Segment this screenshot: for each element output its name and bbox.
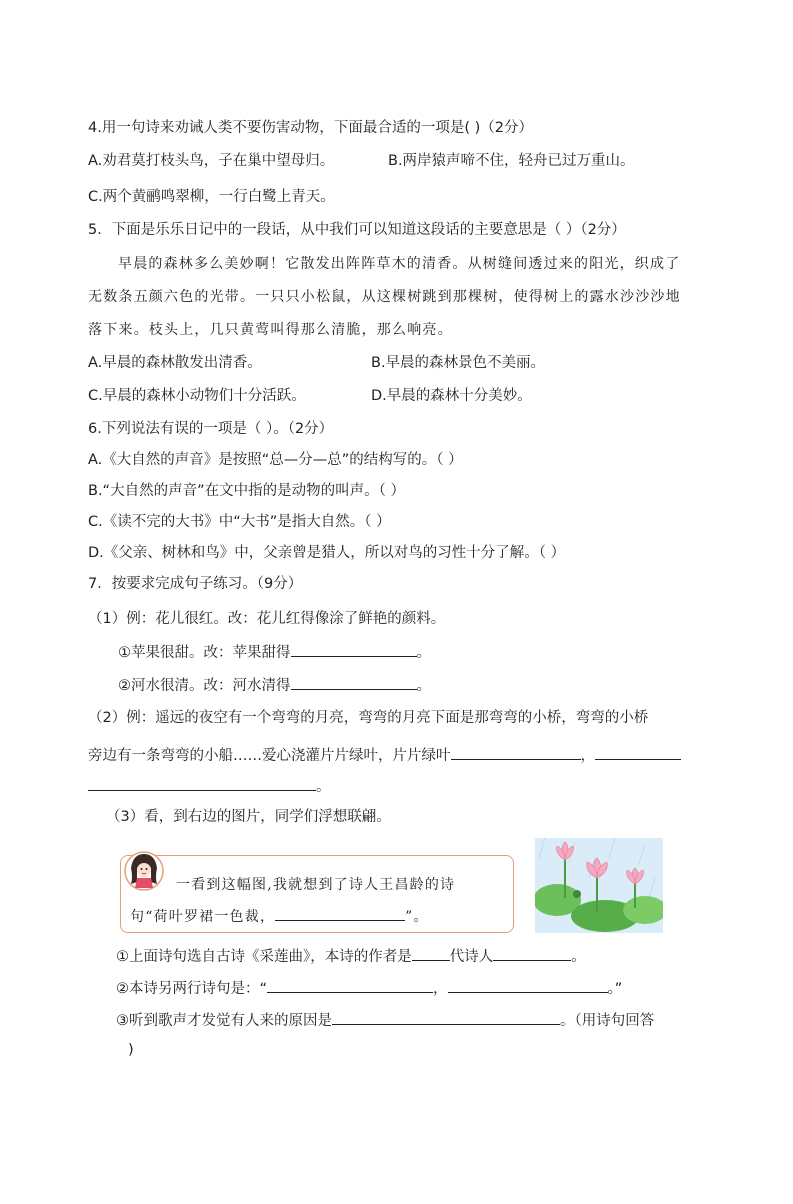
answer-blank[interactable] [291, 642, 417, 657]
q7-part3-item2 [116, 978, 622, 999]
comma: ， [580, 748, 595, 764]
answer-blank[interactable] [275, 906, 405, 921]
q7-part3-intro: （3）看，到右边的图片，同学们浮想联翩。 [106, 809, 391, 825]
bubble-text-line-2a: 句“荷叶罗裙一色裁， [130, 909, 276, 925]
answer-blank[interactable] [595, 745, 681, 760]
answer-blank[interactable] [412, 946, 450, 961]
q5-stem: 5．下面是乐乐日记中的一段话，从中我们可以知道这段话的主要意思是（ ）（2分） [88, 222, 626, 238]
q6-option-b: B.“大自然的声音”在文中指的是动物的叫声。（ ） [88, 483, 405, 499]
answer-blank[interactable] [451, 745, 581, 760]
q4-option-a: A.劝君莫打枝头鸟，子在巢中望母归。 [88, 153, 335, 169]
q7-part3-item1-text-a: ①上面诗句选自古诗《采莲曲》，本诗的作者是 [116, 949, 412, 965]
q7-part3-item3 [116, 1010, 654, 1031]
period: 。 [316, 779, 331, 795]
q5-option-d: D.早晨的森林十分美妙。 [371, 388, 532, 404]
bubble-text-line-2b: ”。 [405, 909, 429, 925]
q7-stem: 7．按要求完成句子练习。（9分） [88, 576, 303, 592]
bubble-text-line-1: 一看到这幅图,我就想到了诗人王昌龄的诗 [176, 877, 456, 893]
q7-part3-item3-text-a: ③听到歌声才发觉有人来的原因是 [116, 1013, 332, 1029]
q5-passage-line-2: 无数条五颜六色的光带。一只只小松鼠，从这棵树跳到那棵树，使得树上的露水沙沙沙地 [88, 289, 681, 305]
q7-part2-line3 [88, 776, 331, 797]
q7-part2-line2-text: 旁边有一条弯弯的小船……爱心浇灌片片绿叶，片片绿叶 [88, 748, 451, 764]
q4-option-b: B.两岸猿声啼不住，轻舟已过万重山。 [388, 153, 635, 169]
bubble-text-line-2 [130, 906, 429, 927]
q7-part2-line1: （2）例：遥远的夜空有一个弯弯的月亮，弯弯的月亮下面是那弯弯的小桥，弯弯的小桥 [88, 710, 649, 726]
closing-quote: 。” [607, 981, 623, 997]
lotus-pond-image [535, 838, 663, 933]
q5-option-c: C.早晨的森林小动物们十分活跃。 [88, 388, 306, 404]
q6-option-d: D.《父亲、树林和鸟》中，父亲曾是猎人，所以对鸟的习性十分了解。（ ） [88, 545, 566, 561]
comma: ， [433, 981, 448, 997]
period: 。 [416, 645, 431, 661]
answer-blank[interactable] [448, 978, 608, 993]
girl-avatar-icon [123, 848, 165, 894]
q7-part1-item2 [118, 675, 431, 696]
q7-part1-item1-text: ①苹果很甜。改：苹果甜得 [118, 645, 291, 661]
answer-blank[interactable] [332, 1010, 560, 1025]
q7-part3-item3-close: ) [128, 1042, 134, 1058]
q5-passage-line-1: 早晨的森林多么美妙啊！它散发出阵阵草木的清香。从树缝间透过来的阳光，织成了 [118, 256, 681, 272]
answer-blank[interactable] [493, 946, 571, 961]
q7-part1-item1 [118, 642, 431, 663]
q7-part2-line2 [88, 745, 681, 766]
period: 。 [416, 678, 431, 694]
q4-option-c: C.两个黄鹂鸣翠柳，一行白鹭上青天。 [88, 189, 335, 205]
q5-option-b: B.早晨的森林景色不美丽。 [371, 355, 546, 371]
q7-part1-item2-text: ②河水很清。改：河水清得 [118, 678, 291, 694]
q7-part3-item1-text-b: 代诗人 [449, 949, 494, 965]
q7-part3-item1 [116, 946, 586, 967]
q5-option-a: A.早晨的森林散发出清香。 [88, 355, 262, 371]
answer-blank[interactable] [88, 776, 316, 791]
q6-stem: 6.下列说法有误的一项是（ ）。（2分） [88, 421, 334, 437]
q7-part3-item3-text-b: 。（用诗句回答 [560, 1013, 655, 1029]
q6-option-a: A.《大自然的声音》是按照“总—分—总”的结构写的。（ ） [88, 452, 463, 468]
q4-stem: 4.用一句诗来劝诫人类不要伤害动物，下面最合适的一项是( )（2分） [88, 120, 533, 136]
period: 。 [571, 949, 586, 965]
q5-passage-line-3: 落下来。枝头上，几只黄莺叫得那么清脆，那么响亮。 [88, 322, 453, 338]
q7-part3-item2-text-a: ②本诗另两行诗句是：“ [116, 981, 268, 997]
answer-blank[interactable] [267, 978, 433, 993]
q6-option-c: C.《读不完的大书》中“大书”是指大自然。（ ） [88, 514, 391, 530]
q7-part1-example: （1）例：花儿很红。改：花儿红得像涂了鲜艳的颜料。 [88, 611, 446, 627]
answer-blank[interactable] [291, 675, 417, 690]
